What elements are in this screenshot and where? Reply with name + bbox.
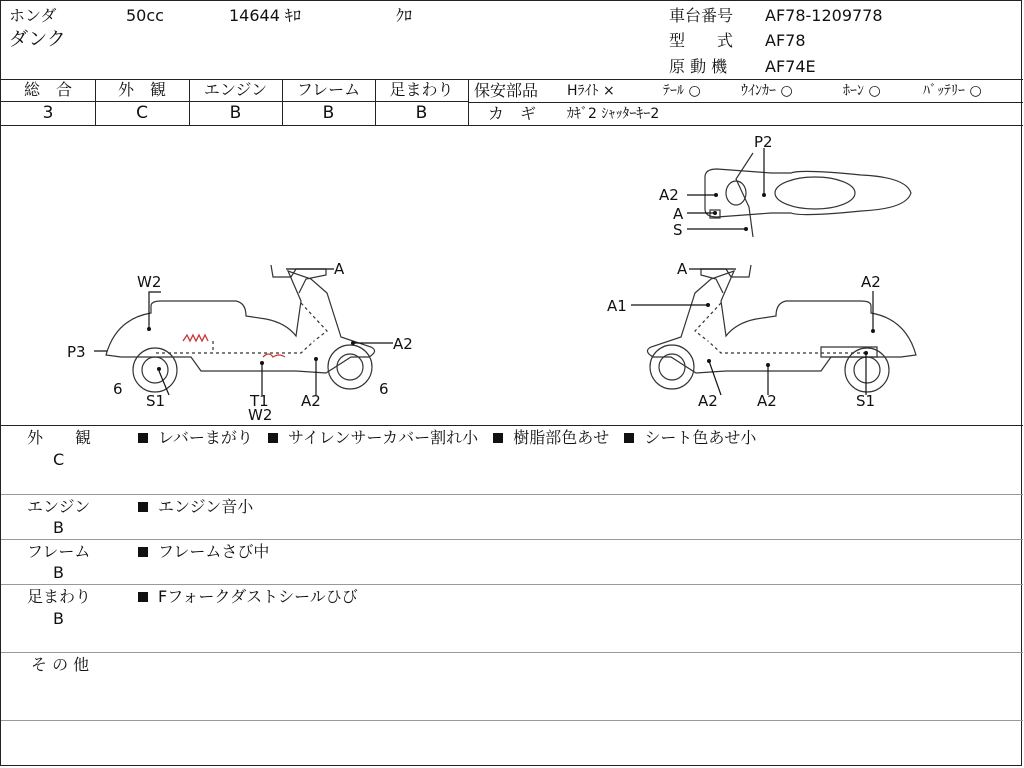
label-a-right: A <box>677 260 688 278</box>
label-a2-seat: A2 <box>861 273 881 291</box>
type-value: AF78 <box>765 31 806 50</box>
label-p3: P3 <box>67 343 86 361</box>
tail-status: ﾃｰﾙ ○ <box>663 83 701 99</box>
suspension-grade-label: 足まわり <box>389 80 454 99</box>
label-t1: T1 <box>250 392 269 410</box>
label-6-front: 6 <box>379 380 389 398</box>
keys-value: ｶｷﾞ2 ｼｬｯﾀｰｷｰ2 <box>567 106 660 122</box>
label-p2: P2 <box>754 133 773 151</box>
label-a2-bottom-left: A2 <box>301 392 321 410</box>
divider <box>1 652 1023 653</box>
label-a-top: A <box>673 205 684 223</box>
label-s1-right: S1 <box>856 392 876 410</box>
maker: ホンダ <box>9 6 57 25</box>
bullet-icon <box>138 433 148 443</box>
remark-frame-label: フレーム <box>27 542 91 561</box>
label-w2: W2 <box>137 273 162 291</box>
battery-status: ﾊﾞｯﾃﾘｰ ○ <box>923 83 982 99</box>
divider <box>1 101 95 102</box>
frame-no-label: 車台番号 <box>669 6 734 25</box>
type-label: 型 式 <box>669 31 734 50</box>
label-a-left: A <box>334 260 345 278</box>
remark-suspension-items: Fフォークダストシールひび <box>138 588 358 606</box>
safety-label: 保安部品 <box>474 81 539 100</box>
overall-label: 総 合 <box>23 80 72 99</box>
divider <box>1 584 1023 585</box>
headlight-status: Hﾗｲﾄ × <box>567 83 615 99</box>
bullet-icon <box>493 433 503 443</box>
damage-diagram <box>1 126 1021 424</box>
label-w2-bottom: W2 <box>248 406 273 424</box>
remark-suspension-label: 足まわり <box>27 587 92 606</box>
divider <box>468 102 1023 103</box>
label-6-rear: 6 <box>113 380 123 398</box>
displacement: 50cc <box>126 6 164 25</box>
label-a2-bottom2: A2 <box>757 392 777 410</box>
winker-status: ｳｲﾝｶｰ ○ <box>741 83 793 99</box>
label-s-top: S <box>673 221 683 239</box>
engine-grade: B <box>229 103 242 123</box>
remark-exterior-items: レバーまがり サイレンサーカバー割れ小 樹脂部色あせ シート色あせ小 <box>138 429 756 447</box>
bullet-icon <box>268 433 278 443</box>
divider <box>95 101 189 102</box>
remark-frame-grade: B <box>53 563 64 582</box>
mileage: 14644 ｷﾛ <box>229 6 301 25</box>
bullet-icon <box>624 433 634 443</box>
frame-grade: B <box>322 103 335 123</box>
remark-frame-items: フレームさび中 <box>138 543 269 561</box>
divider <box>282 101 375 102</box>
divider <box>1 720 1023 721</box>
divider <box>1 425 1023 426</box>
suspension-grade: B <box>415 103 428 123</box>
remark-exterior-label: 外 観 <box>27 428 92 447</box>
color: ｸﾛ <box>396 6 413 25</box>
exterior-label: 外 観 <box>117 80 166 99</box>
remark-engine-items: エンジン音小 <box>138 498 253 516</box>
frame-no: AF78-1209778 <box>765 6 883 25</box>
divider <box>1 539 1023 540</box>
engine-grade-label: エンジン <box>203 80 268 99</box>
divider <box>468 79 469 125</box>
remark-engine-grade: B <box>53 518 64 537</box>
model-name: ダンク <box>9 28 66 50</box>
overall-grade: 3 <box>42 103 54 123</box>
bullet-icon <box>138 592 148 602</box>
remark-engine-label: エンジン <box>27 497 91 516</box>
divider <box>1 494 1023 495</box>
damage-mark-red <box>263 354 285 357</box>
label-a2-bottom1: A2 <box>698 392 718 410</box>
remark-exterior-grade: C <box>53 450 65 469</box>
divider <box>375 101 468 102</box>
frame-grade-label: フレーム <box>296 80 361 99</box>
bullet-icon <box>138 502 148 512</box>
label-s1-left: S1 <box>146 392 166 410</box>
damage-mark-red <box>183 335 208 341</box>
engine-value: AF74E <box>765 57 816 76</box>
label-a2-front: A2 <box>393 335 413 353</box>
remark-suspension-grade: B <box>53 609 64 628</box>
other-label: そ の 他 <box>31 655 90 674</box>
engine-label: 原 動 機 <box>669 57 728 76</box>
label-a1: A1 <box>607 297 627 315</box>
label-a2-top: A2 <box>659 186 679 204</box>
exterior-grade: C <box>136 103 148 123</box>
bullet-icon <box>138 547 148 557</box>
horn-status: ﾎｰﾝ ○ <box>843 83 881 99</box>
key-label: カ ギ <box>488 104 537 123</box>
divider <box>189 101 282 102</box>
scooter-top-view-drawing <box>705 153 911 237</box>
